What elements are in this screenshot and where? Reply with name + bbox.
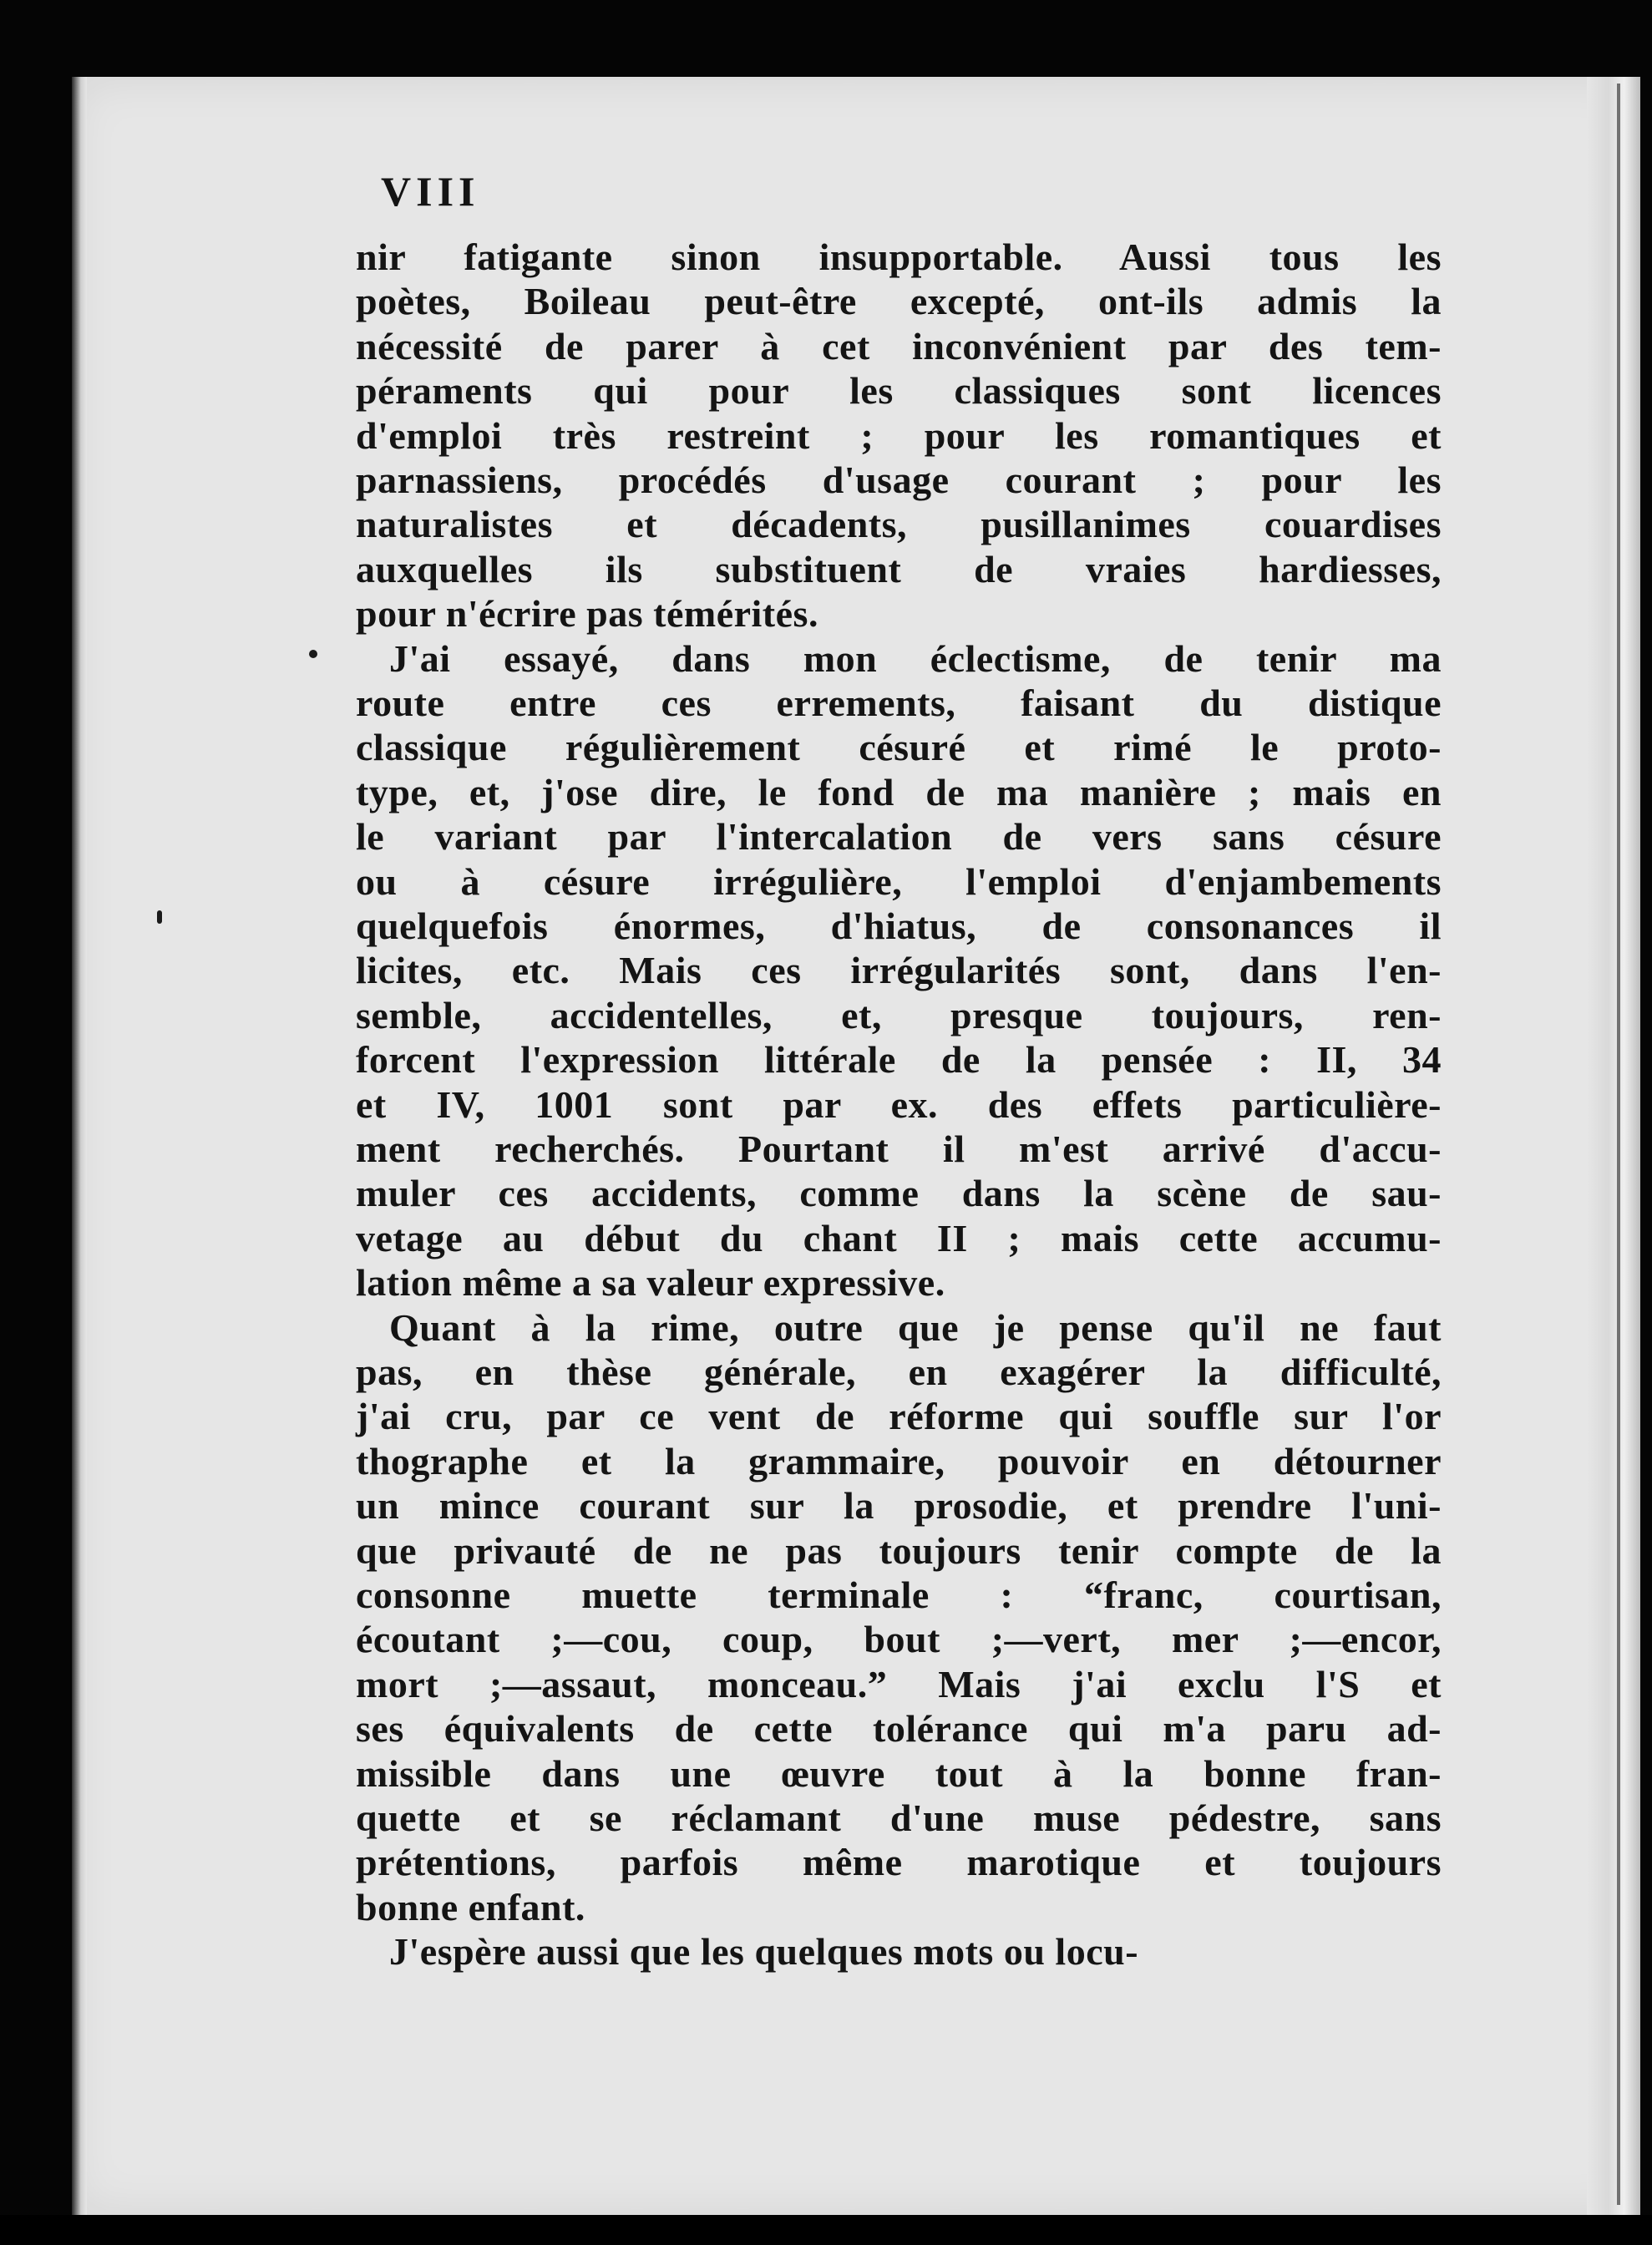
text-line: le variant par l'intercalation de vers sans césure: [356, 815, 1442, 858]
text-line: nécessité de parer à cet inconvénient par des tem-: [356, 325, 1442, 367]
text-line: classique régulièrement césuré et rimé le proto-: [356, 726, 1442, 768]
text-line: Quant à la rime, outre que je pense qu'il ne faut: [389, 1306, 1442, 1349]
text-line: pour n'écrire pas témérités.: [356, 592, 818, 635]
text-line: j'ai cru, par ce vent de réforme qui souffle sur l'or: [356, 1395, 1442, 1437]
text-line: quelquefois énormes, d'hiatus, de consonances il: [356, 905, 1442, 947]
text-line: que privauté de ne pas toujours tenir compte de la: [356, 1529, 1442, 1572]
page-left-edge: [72, 77, 87, 2215]
text-line: thographe et la grammaire, pouvoir en détourner: [356, 1440, 1442, 1482]
text-line: vetage au début du chant II ; mais cette accumu-: [356, 1217, 1442, 1259]
text-line: parnassiens, procédés d'usage courant ; pour les: [356, 459, 1442, 501]
text-line: ou à césure irrégulière, l'emploi d'enjambements: [356, 860, 1442, 903]
gutter-line: [1617, 84, 1620, 2205]
text-line: consonne muette terminale : “franc, courtisan,: [356, 1574, 1442, 1616]
text-line: auxquelles ils substituent de vraies hardiesses,: [356, 548, 1442, 590]
text-line: d'emploi très restreint ; pour les romantiques et: [356, 414, 1442, 457]
text-line: muler ces accidents, comme dans la scène de sau-: [356, 1172, 1442, 1214]
text-line: écoutant ;—cou, coup, bout ;—vert, mer ;—encor,: [356, 1618, 1442, 1660]
text-line: licites, etc. Mais ces irrégularités sont, dans l'en-: [356, 949, 1442, 991]
text-line: un mince courant sur la prosodie, et prendre l'uni-: [356, 1484, 1442, 1527]
text-line: péraments qui pour les classiques sont licences: [356, 369, 1442, 412]
text-line: pas, en thèse générale, en exagérer la difficulté,: [356, 1351, 1442, 1393]
text-line: ses équivalents de cette tolérance qui m'a paru ad-: [356, 1707, 1442, 1750]
text-line: route entre ces errements, faisant du distique: [356, 682, 1442, 724]
text-line: missible dans une œuvre tout à la bonne fran-: [356, 1752, 1442, 1795]
text-line: J'ai essayé, dans mon éclectisme, de tenir ma: [389, 637, 1442, 680]
text-line: naturalistes et décadents, pusillanimes couardises: [356, 503, 1442, 545]
text-line: semble, accidentelles, et, presque toujours, ren-: [356, 994, 1442, 1036]
text-line: et IV, 1001 sont par ex. des effets particulière-: [356, 1083, 1442, 1126]
text-line: forcent l'expression littérale de la pensée : II, 34: [356, 1038, 1442, 1081]
text-line: prétentions, parfois même marotique et toujours: [356, 1841, 1442, 1883]
page-text: [72, 77, 1640, 2215]
text-line: J'espère aussi que les quelques mots ou locu-: [389, 1930, 1139, 1973]
text-line: quette et se réclamant d'une muse pédestre, sans: [356, 1797, 1442, 1839]
scan-bottom-border: [0, 2215, 1652, 2245]
text-line: lation même a sa valeur expressive.: [356, 1261, 945, 1304]
text-line: poètes, Boileau peut-être excepté, ont-ils admis la: [356, 280, 1442, 322]
ink-speck: [157, 910, 162, 924]
page-number: VIII: [381, 168, 480, 215]
book-page: [72, 77, 1640, 2215]
text-line: type, et, j'ose dire, le fond de ma manière ; mais en: [356, 771, 1442, 813]
text-line: bonne enfant.: [356, 1886, 585, 1928]
text-line: mort ;—assaut, monceau.” Mais j'ai exclu l'S et: [356, 1663, 1442, 1705]
text-line: ment recherchés. Pourtant il m'est arrivé d'accu-: [356, 1128, 1442, 1170]
text-line: nir fatigante sinon insupportable. Aussi tous les: [356, 236, 1442, 278]
page-right-edge: [1587, 77, 1640, 2215]
ink-speck: [309, 650, 317, 658]
